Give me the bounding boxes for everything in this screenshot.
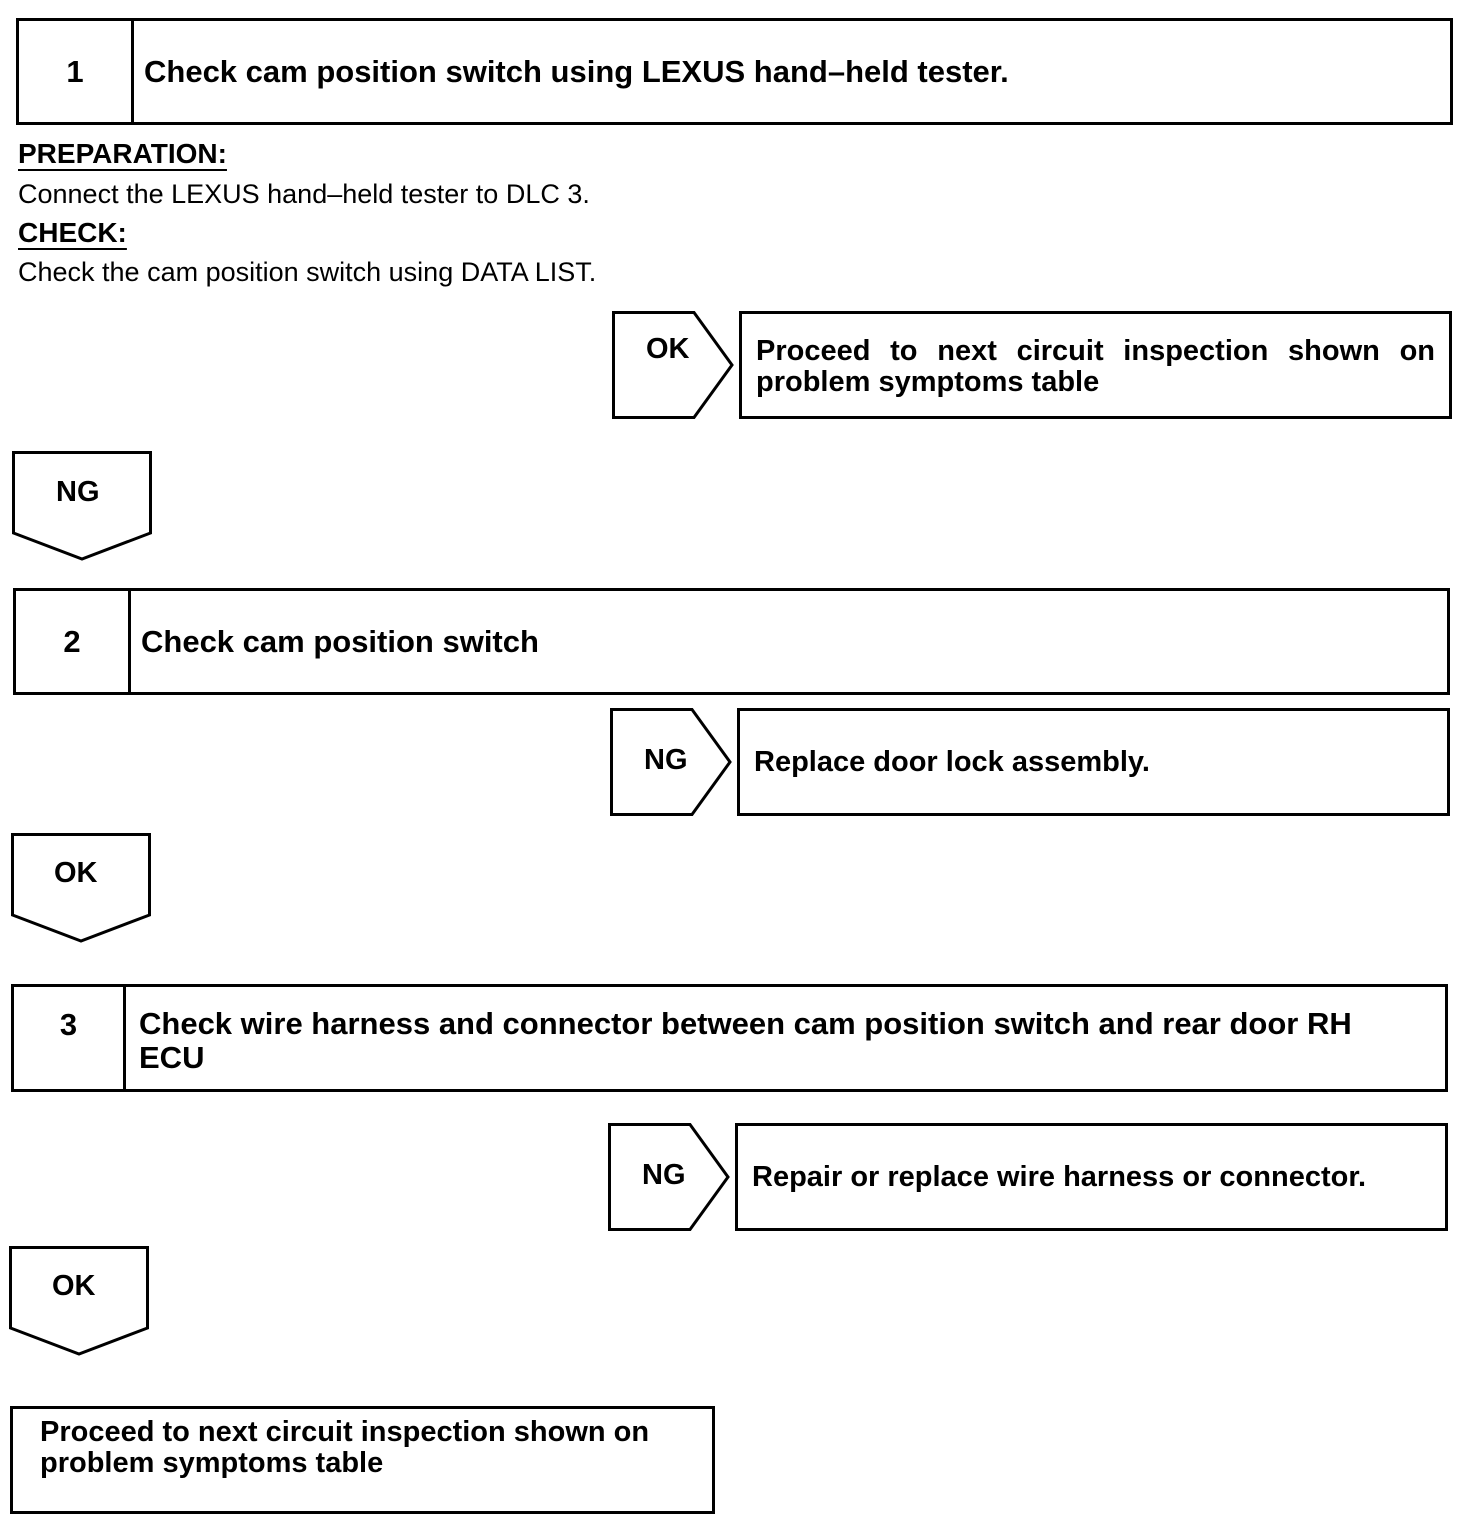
step-3-ok-label: OK — [52, 1270, 96, 1302]
step-3-number: 3 — [14, 987, 126, 1089]
step-1-title: Check cam position switch using LEXUS hand–held tester. — [144, 54, 1009, 89]
step-3-ng-result-text: Repair or replace wire harness or connector. — [752, 1161, 1367, 1193]
step-1-ok-result-box — [739, 311, 1452, 419]
final-result-box — [10, 1406, 715, 1514]
step-1-ng-label: NG — [56, 476, 100, 508]
step-1-number: 1 — [19, 21, 134, 122]
step-3-ng-result-box — [735, 1123, 1448, 1231]
step-2-ng-result-box — [737, 708, 1450, 816]
step-3-box — [11, 984, 1448, 1092]
step-2-box — [13, 588, 1450, 695]
step-2-ng-result-text: Replace door lock assembly. — [754, 746, 1150, 778]
step-2-title: Check cam position switch — [141, 624, 539, 659]
step-1-ok-label: OK — [646, 333, 690, 365]
step-2-number: 2 — [16, 591, 131, 692]
step-3-title: Check wire harness and connector between cam position switch and rear door RH ECU — [139, 1006, 1352, 1075]
step-3-ng-label: NG — [642, 1159, 686, 1191]
step-1-box — [16, 18, 1453, 125]
step-1-ok-result-text: Proceed to next circuit inspection shown on problem symptoms table — [756, 335, 1435, 398]
final-result-text: Proceed to next circuit inspection shown on problem symptoms table — [40, 1416, 650, 1479]
check-label: CHECK: — [18, 217, 127, 248]
preparation-text: Connect the LEXUS hand–held tester to DLC 3. — [18, 179, 590, 209]
check-text: Check the cam position switch using DATA LIST. — [18, 257, 597, 287]
step-2-ok-label: OK — [54, 857, 98, 889]
preparation-label: PREPARATION: — [18, 138, 227, 169]
step-2-ng-label: NG — [644, 744, 688, 776]
